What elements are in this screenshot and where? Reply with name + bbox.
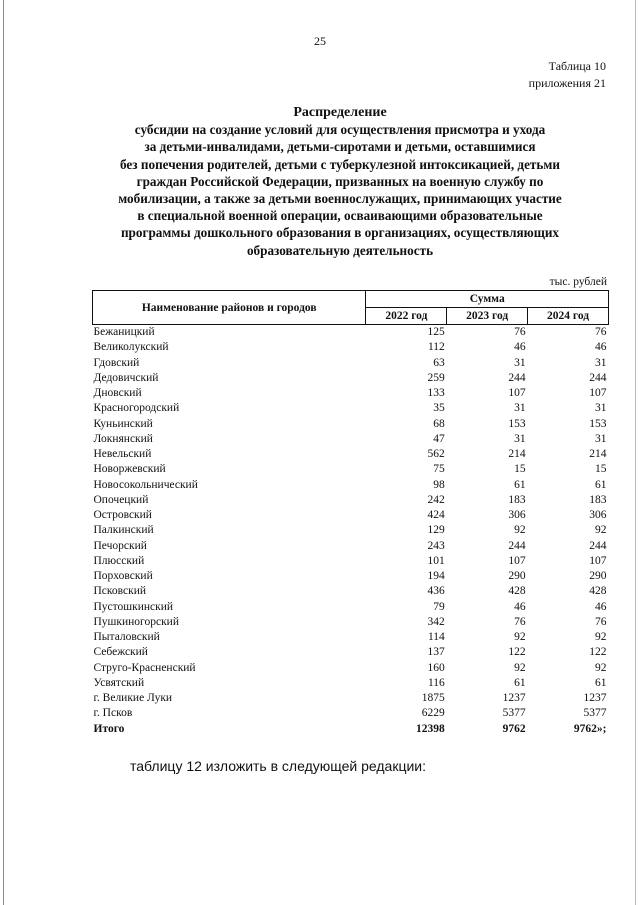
table-row: [93, 401, 609, 416]
header-year-2022: 2022 год: [366, 308, 447, 325]
units-label: тыс. рублей: [549, 276, 607, 288]
district-name: Струго-Красненский: [93, 661, 196, 674]
table-row: [93, 661, 609, 676]
sum-cell: 61: [595, 478, 607, 491]
title-line: в специальной военной операции, осваивающими образовательные: [137, 208, 543, 224]
table-row: [93, 615, 609, 630]
sum-cell: 428: [589, 585, 607, 598]
sum-cell: 92: [595, 631, 607, 644]
district-name: Новосокольнический: [93, 478, 198, 491]
district-name: г. Псков: [93, 707, 133, 720]
sum-cell: 98: [433, 478, 445, 491]
scan-edge-right: [635, 0, 636, 905]
sum-cell: 214: [589, 448, 607, 461]
sum-cell: 75: [433, 463, 445, 476]
district-name: Пустошкинский: [93, 600, 174, 613]
sum-cell: 342: [427, 615, 445, 628]
sum-cell: 46: [514, 341, 526, 354]
sum-cell: 92: [514, 524, 526, 537]
sum-cell: 5377: [502, 707, 526, 720]
sum-cell: 1237: [502, 692, 526, 705]
district-name: Дновский: [93, 387, 142, 400]
table-row: [93, 462, 609, 477]
sum-cell: 242: [427, 493, 445, 506]
sum-cell: 76: [514, 326, 526, 339]
sum-cell: 290: [508, 570, 526, 583]
sum-cell: 47: [433, 432, 445, 445]
sum-cell: 31: [514, 432, 526, 445]
sum-cell: 129: [427, 524, 445, 537]
district-name: Палкинский: [93, 524, 154, 537]
sum-cell: 46: [595, 341, 607, 354]
sum-cell: 61: [514, 676, 526, 689]
sum-cell: 76: [595, 615, 607, 628]
district-name: г. Великие Луки: [93, 692, 173, 705]
district-name: Псковский: [93, 585, 147, 598]
title-line: субсидии на создание условий для осуществления присмотра и ухода: [134, 122, 546, 138]
header-year-2024: 2024 год: [528, 308, 609, 325]
sum-cell: 153: [508, 417, 526, 430]
sum-cell: 122: [589, 646, 607, 659]
sum-cell: 133: [427, 387, 445, 400]
sum-cell: 424: [427, 509, 445, 522]
sum-cell: 214: [508, 448, 526, 461]
title-line: за детьми-инвалидами, детьми-сиротами и детьми, оставшимися: [144, 139, 536, 155]
sum-cell: 76: [595, 326, 607, 339]
table-row: [93, 523, 609, 538]
sum-cell: 61: [514, 478, 526, 491]
table-row: [93, 554, 609, 569]
sum-cell: 290: [589, 570, 607, 583]
table-row: [93, 447, 609, 462]
document-title: [60, 104, 620, 259]
table-row: [93, 356, 609, 371]
sum-cell: 1237: [583, 692, 607, 705]
table-row: [93, 432, 609, 447]
header-sum: Сумма: [366, 291, 609, 308]
sum-cell: 160: [427, 661, 445, 674]
sum-cell: 153: [589, 417, 607, 430]
table-body: [93, 325, 609, 737]
district-name: Себежский: [93, 646, 148, 659]
sum-cell: 137: [427, 646, 445, 659]
sum-cell: 306: [589, 509, 607, 522]
table-row: [93, 371, 609, 386]
title-heading: Распределение: [293, 105, 387, 120]
sum-cell: 31: [595, 402, 607, 415]
district-name: Гдовский: [93, 356, 140, 369]
table-reference: [529, 58, 606, 92]
district-name: Плюсский: [93, 554, 145, 567]
table-row: [93, 676, 609, 691]
total-cell: 9762»;: [573, 722, 607, 735]
sum-cell: 92: [514, 661, 526, 674]
sum-cell: 562: [427, 448, 445, 461]
sum-cell: 6229: [421, 707, 445, 720]
title-line: образовательную деятельность: [246, 242, 434, 258]
sum-cell: 15: [514, 463, 526, 476]
sum-cell: 46: [514, 600, 526, 613]
sum-cell: 79: [433, 600, 445, 613]
sum-cell: 61: [595, 676, 607, 689]
sum-cell: 31: [514, 356, 526, 369]
total-cell: 9762: [502, 722, 526, 735]
sum-cell: 107: [508, 387, 526, 400]
total-row: [93, 722, 609, 737]
district-name: Невельский: [93, 448, 152, 461]
sum-cell: 114: [427, 631, 445, 644]
table-row: [93, 325, 609, 341]
district-name: Красногородский: [93, 402, 180, 415]
district-name: Пушкиногорский: [93, 615, 179, 628]
table-row: [93, 600, 609, 615]
sum-cell: 259: [427, 371, 445, 384]
page-number: 25: [314, 34, 326, 48]
title-line: мобилизации, а также за детьми военнослужащих, принимающих участие: [118, 191, 562, 207]
sum-cell: 101: [427, 554, 445, 567]
table-row: [93, 539, 609, 554]
title-line: программы дошкольного образования в организациях, осуществляющих: [120, 225, 560, 241]
sum-cell: 31: [514, 402, 526, 415]
sum-cell: 31: [595, 356, 607, 369]
table-row: [93, 691, 609, 706]
sum-cell: 194: [427, 570, 445, 583]
sum-cell: 112: [427, 341, 445, 354]
sum-cell: 183: [589, 493, 607, 506]
district-name: Усвятский: [93, 676, 145, 689]
sum-cell: 63: [433, 356, 445, 369]
sum-cell: 1875: [421, 692, 445, 705]
sum-cell: 76: [514, 615, 526, 628]
header-year-2023: 2023 год: [447, 308, 528, 325]
sum-cell: 436: [427, 585, 445, 598]
sum-cell: 15: [595, 463, 607, 476]
subsidy-table: [92, 290, 609, 737]
district-name: Опочецкий: [93, 493, 149, 506]
scan-edge-left: [3, 0, 4, 905]
table-row: [93, 478, 609, 493]
sum-cell: 244: [508, 539, 526, 552]
table-row: [93, 569, 609, 584]
sum-cell: 244: [589, 539, 607, 552]
sum-cell: 183: [508, 493, 526, 506]
table-row: [93, 386, 609, 401]
sum-cell: 35: [433, 402, 445, 415]
sum-cell: 243: [427, 539, 445, 552]
sum-cell: 107: [589, 554, 607, 567]
district-name: Дедовичский: [93, 371, 159, 384]
table-row: [93, 508, 609, 523]
sum-cell: 31: [595, 432, 607, 445]
table-row: [93, 645, 609, 660]
sum-cell: 107: [508, 554, 526, 567]
instruction-text: таблицу 12 изложить в следующей редакции:: [130, 758, 427, 774]
table-reference-line2: приложения 21: [528, 76, 606, 90]
sum-cell: 92: [595, 524, 607, 537]
title-line: граждан Российской Федерации, призванных на военную службу по: [136, 173, 544, 189]
sum-cell: 68: [433, 417, 445, 430]
table-row: [93, 340, 609, 355]
sum-cell: 107: [589, 387, 607, 400]
total-label: Итого: [93, 722, 125, 735]
table-row: [93, 630, 609, 645]
district-name: Островский: [93, 509, 152, 522]
title-line: без попечения родителей, детьми с туберкулезной интоксикацией, детьми: [120, 156, 560, 172]
district-name: Порховский: [93, 570, 153, 583]
sum-cell: 244: [508, 371, 526, 384]
district-name: Великолукский: [93, 341, 169, 354]
district-name: Новоржевский: [93, 463, 166, 476]
table-reference-line1: Таблица 10: [548, 59, 606, 73]
sum-cell: 116: [427, 676, 445, 689]
district-name: Бежаницкий: [93, 326, 155, 339]
table-row: [93, 706, 609, 721]
sum-cell: 92: [514, 631, 526, 644]
district-name: Локнянский: [93, 432, 153, 445]
sum-cell: 428: [508, 585, 526, 598]
title-lines: [60, 121, 620, 259]
table-row: [93, 493, 609, 508]
sum-cell: 92: [595, 661, 607, 674]
district-name: Печорский: [93, 539, 147, 552]
table-row: [93, 584, 609, 599]
district-name: Пыталовский: [93, 631, 160, 644]
header-name: Наименование районов и городов: [93, 291, 366, 325]
total-cell: 12398: [416, 722, 445, 735]
sum-cell: 122: [508, 646, 526, 659]
table-row: [93, 417, 609, 432]
district-name: Куньинский: [93, 417, 153, 430]
sum-cell: 5377: [583, 707, 607, 720]
sum-cell: 306: [508, 509, 526, 522]
sum-cell: 125: [427, 326, 445, 339]
sum-cell: 244: [589, 371, 607, 384]
sum-cell: 46: [595, 600, 607, 613]
